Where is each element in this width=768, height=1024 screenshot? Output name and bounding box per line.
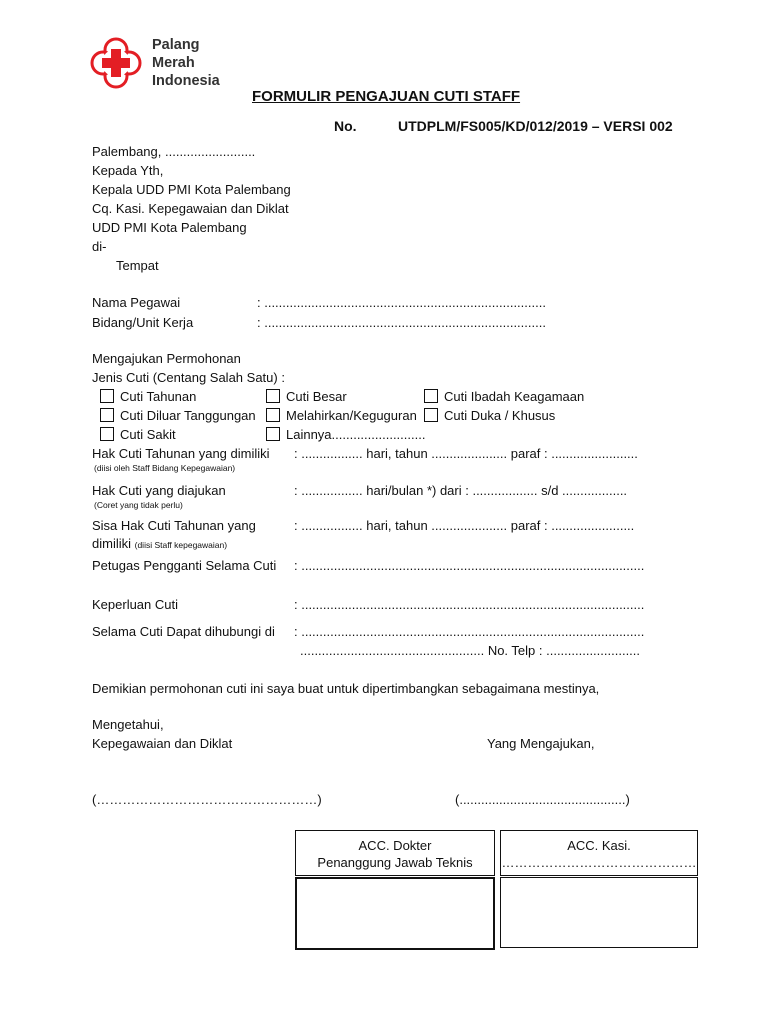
nama-pegawai-field[interactable]: : ..............................................................................: [257, 295, 546, 310]
checkbox-icon[interactable]: [100, 408, 114, 422]
option-lainnya[interactable]: Lainnya..........................: [266, 427, 425, 442]
keperluan-field[interactable]: : ...............................................................................................: [294, 597, 645, 612]
option-melahirkan[interactable]: Melahirkan/Keguguran: [266, 408, 417, 423]
leave-type-label: Jenis Cuti (Centang Salah Satu) :: [92, 370, 285, 385]
recipient-line-3: UDD PMI Kota Palembang: [92, 220, 247, 235]
petugas-label: Petugas Pengganti Selama Cuti: [92, 558, 277, 573]
acc-kasi-signature-box[interactable]: [500, 877, 698, 948]
checkbox-icon[interactable]: [266, 408, 280, 422]
option-cuti-besar[interactable]: Cuti Besar: [266, 389, 347, 404]
left-signer-role: Kepegawaian dan Diklat: [92, 736, 233, 751]
left-signer-name-field[interactable]: (……………………………………………): [92, 792, 322, 807]
logo-line-3: Indonesia: [152, 73, 220, 89]
acc-kasi-title: ACC. Kasi.: [567, 838, 631, 853]
sisa-field[interactable]: : ................. hari, tahun ..................... paraf : .......................: [294, 518, 635, 533]
hubungi-label: Selama Cuti Dapat dihubungi di: [92, 624, 275, 639]
doc-number-label: No.: [334, 118, 357, 134]
recipient-line-5: Tempat: [116, 258, 159, 273]
acc-kasi-header: [500, 837, 698, 871]
diajukan-field[interactable]: : ................. hari/bulan *) dari : .................. s/d ..................: [294, 483, 628, 498]
request-heading: Mengajukan Permohonan: [92, 351, 241, 366]
keperluan-label: Keperluan Cuti: [92, 597, 178, 612]
checkbox-icon[interactable]: [100, 389, 114, 403]
checkbox-icon[interactable]: [266, 389, 280, 403]
sisa-label-2: dimiliki (diisi Staff kepegawaian): [92, 536, 228, 551]
logo-line-1: Palang: [152, 37, 200, 53]
petugas-field[interactable]: : ...............................................................................................: [294, 558, 645, 573]
checkbox-icon[interactable]: [100, 427, 114, 441]
doc-number: UTDPLM/FS005/KD/012/2019 – VERSI 002: [398, 118, 673, 134]
bidang-field[interactable]: : ..............................................................................: [257, 315, 546, 330]
logo-text: [152, 36, 220, 90]
sisa-note: (diisi Staff kepegawaian): [134, 540, 228, 550]
bidang-label: Bidang/Unit Kerja: [92, 315, 194, 330]
checkbox-icon[interactable]: [266, 427, 280, 441]
option-cuti-sakit[interactable]: Cuti Sakit: [100, 427, 176, 442]
mengetahui-label: Mengetahui,: [92, 717, 164, 732]
diajukan-note: (Coret yang tidak perlu): [94, 500, 183, 510]
checkbox-icon[interactable]: [424, 408, 438, 422]
recipient-line-2: Cq. Kasi. Kepegawaian dan Diklat: [92, 201, 289, 216]
recipient-line-4: di-: [92, 239, 107, 254]
option-cuti-tahunan[interactable]: Cuti Tahunan: [100, 389, 196, 404]
acc-dokter-signature-box[interactable]: [295, 877, 495, 950]
hak-tahunan-field[interactable]: : ................. hari, tahun ..................... paraf : ........................: [294, 446, 638, 461]
option-cuti-ibadah[interactable]: Cuti Ibadah Keagamaan: [424, 389, 584, 404]
recipient-salutation: Kepada Yth,: [92, 163, 164, 178]
acc-dokter-header: [295, 837, 495, 871]
nama-pegawai-label: Nama Pegawai: [92, 295, 181, 310]
logo-line-2: Merah: [152, 55, 195, 71]
acc-dokter-title: ACC. Dokter: [358, 838, 432, 853]
option-cuti-diluar-tanggungan[interactable]: Cuti Diluar Tanggungan: [100, 408, 256, 423]
recipient-line-1: Kepala UDD PMI Kota Palembang: [92, 182, 291, 197]
closing-statement: Demikian permohonan cuti ini saya buat untuk dipertimbangkan sebagaimana mestinya,: [92, 681, 600, 696]
red-cross-flower-icon: [90, 37, 142, 89]
telp-field[interactable]: ................................................... No. Telp : ..........................: [300, 643, 641, 658]
sisa-label-1: Sisa Hak Cuti Tahunan yang: [92, 518, 256, 533]
hak-tahunan-note: (diisi oleh Staff Bidang Kepegawaian): [94, 463, 236, 473]
diajukan-label: Hak Cuti yang diajukan: [92, 483, 226, 498]
pmi-logo: [90, 37, 142, 89]
right-signer-role: Yang Mengajukan,: [487, 736, 595, 751]
acc-dokter-subtitle: Penanggung Jawab Teknis: [317, 855, 473, 870]
hak-tahunan-label: Hak Cuti Tahunan yang dimiliki: [92, 446, 270, 461]
option-cuti-duka[interactable]: Cuti Duka / Khusus: [424, 408, 555, 423]
place-date[interactable]: Palembang, .........................: [92, 144, 256, 159]
right-signer-name-field[interactable]: (..............................................): [455, 792, 630, 807]
checkbox-icon[interactable]: [424, 389, 438, 403]
hubungi-field[interactable]: : ...............................................................................................: [294, 624, 645, 639]
form-title: FORMULIR PENGAJUAN CUTI STAFF: [252, 88, 521, 105]
acc-kasi-name-field[interactable]: ………………………………………: [501, 855, 697, 870]
